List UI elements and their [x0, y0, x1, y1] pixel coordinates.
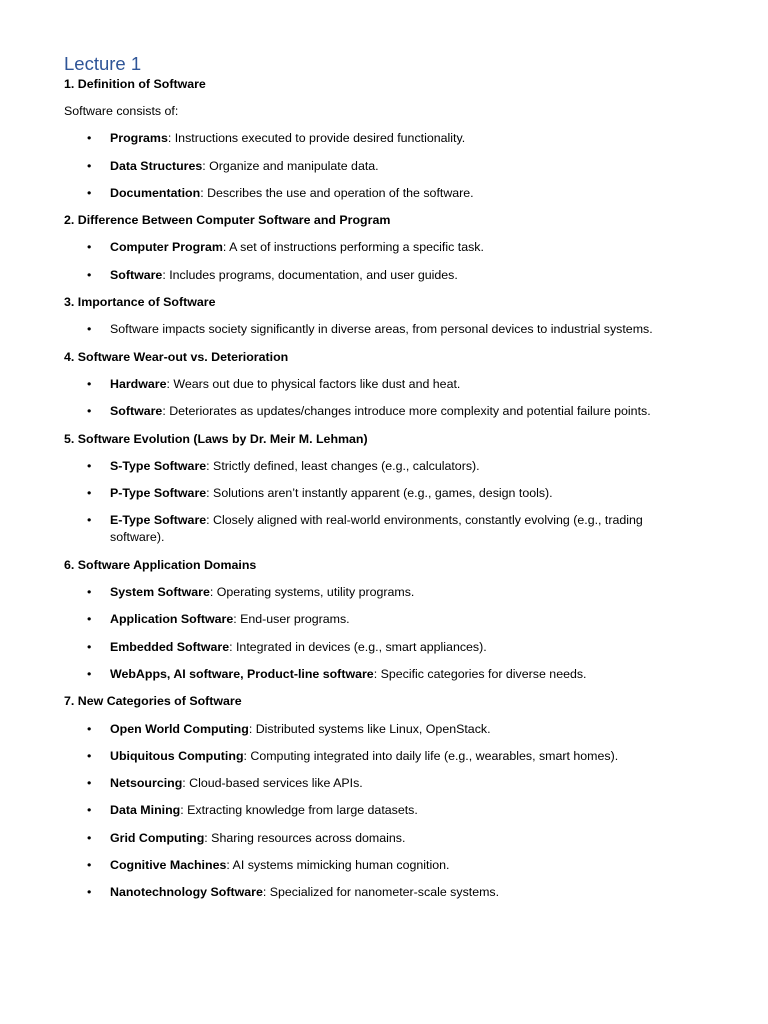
- item-term: Software: [110, 267, 163, 282]
- item-term: Data Structures: [110, 158, 203, 173]
- section-heading: 1. Definition of Software: [64, 77, 206, 91]
- bullet-list: [64, 721, 704, 902]
- section-importance: [64, 294, 704, 338]
- list-item: [64, 721, 704, 738]
- item-text: : Instructions executed to provide desired functionality.: [167, 131, 466, 146]
- section-heading: 6. Software Application Domains: [64, 557, 257, 572]
- list-item: [64, 748, 704, 765]
- bullet-list: [64, 239, 704, 283]
- section-difference: [64, 212, 704, 284]
- item-text: : Distributed systems like Linux, OpenStack.: [248, 721, 491, 736]
- bullet-icon: •: [87, 666, 92, 681]
- bullet-icon: •: [87, 721, 92, 736]
- bullet-list: [64, 584, 704, 683]
- section-definition: [64, 76, 704, 202]
- bullet-icon: •: [87, 131, 92, 146]
- item-text: : AI systems mimicking human cognition.: [226, 858, 450, 873]
- item-text: : Organize and manipulate data.: [202, 158, 379, 173]
- bullet-icon: •: [87, 803, 92, 818]
- bullet-icon: •: [87, 585, 92, 600]
- list-item: [64, 130, 704, 147]
- item-text: : Includes programs, documentation, and user guides.: [162, 267, 458, 282]
- list-item: [64, 802, 704, 819]
- bullet-icon: •: [87, 858, 92, 873]
- list-item: [64, 857, 704, 874]
- bullet-icon: •: [87, 748, 92, 763]
- item-text: : Cloud-based services like APIs.: [182, 776, 363, 791]
- item-text: : Specific categories for diverse needs.: [373, 666, 587, 681]
- bullet-icon: •: [87, 776, 92, 791]
- bullet-list: [64, 321, 704, 338]
- list-item: [64, 666, 704, 683]
- section-application-domains: [64, 557, 704, 683]
- item-term: Embedded Software: [110, 639, 230, 654]
- list-item: [64, 321, 704, 338]
- item-text: : Closely aligned with real-world environments, constantly evolving (e.g., trading software).: [110, 513, 643, 545]
- item-text: : Strictly defined, least changes (e.g., calculators).: [206, 458, 480, 473]
- item-text: : Sharing resources across domains.: [204, 830, 406, 845]
- section-heading: 7. New Categories of Software: [64, 694, 242, 709]
- item-text: : Deteriorates as updates/changes introduce more complexity and potential failure points.: [162, 404, 651, 419]
- section-heading: 4. Software Wear-out vs. Deterioration: [64, 349, 289, 364]
- list-item: [64, 611, 704, 628]
- item-term: Netsourcing: [110, 776, 183, 791]
- section-heading: 3. Importance of Software: [64, 295, 216, 310]
- item-term: Hardware: [110, 376, 167, 391]
- item-text: : Wears out due to physical factors like dust and heat.: [166, 376, 461, 391]
- bullet-icon: •: [87, 830, 92, 845]
- item-term: P-Type Software: [110, 486, 207, 501]
- item-term: Nanotechnology Software: [110, 885, 263, 900]
- bullet-list: [64, 130, 704, 202]
- list-item: [64, 458, 704, 475]
- item-text: : Computing integrated into daily life (e.g., wearables, smart homes).: [243, 748, 619, 763]
- bullet-icon: •: [87, 185, 92, 200]
- item-term: Data Mining: [110, 803, 181, 818]
- item-term: S-Type Software: [110, 458, 207, 473]
- list-item: [64, 884, 704, 901]
- item-text: : Operating systems, utility programs.: [209, 585, 415, 600]
- item-text: Software impacts society significantly in diverse areas, from personal devices to industrial systems.: [110, 322, 653, 337]
- section-wear-out: [64, 349, 704, 421]
- item-text: : Solutions aren’t instantly apparent (e.g., games, design tools).: [206, 486, 553, 501]
- item-term: WebApps, AI software, Product-line software: [110, 666, 374, 681]
- list-item: [64, 512, 704, 546]
- section-new-categories: [64, 693, 704, 901]
- item-text: : Specialized for nanometer-scale systems.: [262, 885, 500, 900]
- bullet-icon: •: [87, 404, 92, 419]
- bullet-list: [64, 458, 704, 547]
- item-term: Grid Computing: [110, 830, 205, 845]
- bullet-icon: •: [87, 885, 92, 900]
- item-term: Cognitive Machines: [110, 858, 227, 873]
- item-term: Application Software: [110, 612, 234, 627]
- item-term: Programs: [110, 131, 168, 146]
- item-text: : Describes the use and operation of the software.: [200, 185, 474, 200]
- list-item: [64, 403, 704, 420]
- list-item: [64, 830, 704, 847]
- bullet-icon: •: [87, 158, 92, 173]
- bullet-list: [64, 376, 704, 420]
- list-item: [64, 239, 704, 256]
- list-item: [64, 639, 704, 656]
- bullet-icon: •: [87, 486, 92, 501]
- list-item: [64, 185, 704, 202]
- item-term: Ubiquitous Computing: [110, 748, 244, 763]
- page-title: Lecture 1: [64, 53, 142, 74]
- list-item: [64, 485, 704, 502]
- bullet-icon: •: [87, 458, 92, 473]
- bullet-icon: •: [87, 639, 92, 654]
- list-item: [64, 158, 704, 175]
- bullet-icon: •: [87, 240, 92, 255]
- section-heading: 2. Difference Between Computer Software and Program: [64, 213, 391, 228]
- document-page: [64, 52, 704, 901]
- list-item: [64, 376, 704, 393]
- bullet-icon: •: [87, 267, 92, 282]
- item-text: : A set of instructions performing a specific task.: [222, 240, 484, 255]
- list-item: [64, 775, 704, 792]
- bullet-icon: •: [87, 322, 92, 337]
- section-evolution: [64, 431, 704, 547]
- item-term: Documentation: [110, 185, 201, 200]
- item-term: Open World Computing: [110, 721, 249, 736]
- item-term: E-Type Software: [110, 513, 207, 528]
- item-text: : End-user programs.: [233, 612, 350, 627]
- bullet-icon: •: [87, 376, 92, 391]
- list-item: [64, 267, 704, 284]
- bullet-icon: •: [87, 513, 92, 528]
- section-heading: 5. Software Evolution (Laws by Dr. Meir M. Lehman): [64, 431, 368, 446]
- item-term: System Software: [110, 585, 210, 600]
- item-term: Computer Program: [110, 240, 223, 255]
- list-item: [64, 584, 704, 601]
- item-text: : Integrated in devices (e.g., smart appliances).: [229, 639, 487, 654]
- bullet-icon: •: [87, 612, 92, 627]
- section-intro: Software consists of:: [64, 104, 179, 118]
- item-text: : Extracting knowledge from large datasets.: [180, 803, 418, 818]
- item-term: Software: [110, 404, 163, 419]
